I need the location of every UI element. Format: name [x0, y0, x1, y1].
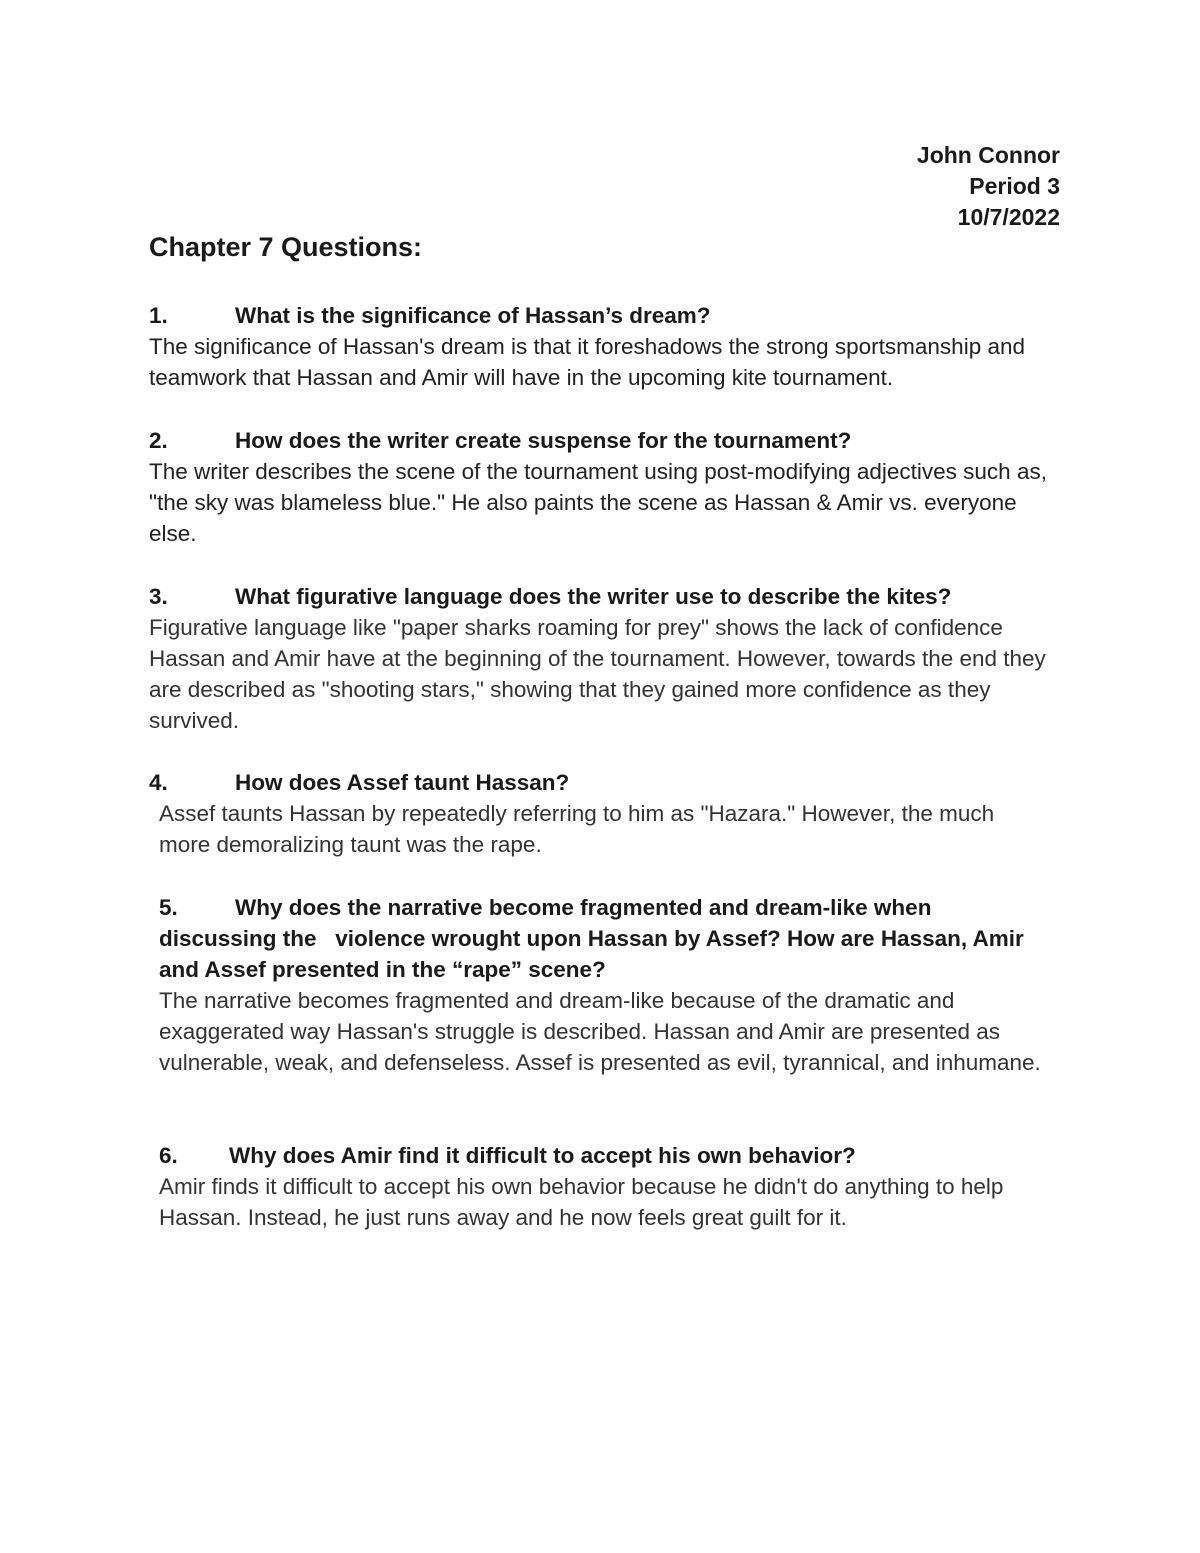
question-block-3 — [149, 581, 1049, 736]
answer-5: The narrative becomes fragmented and dream-like because of the dramatic and exaggerated way Hassan's struggle is described. Hassan and Amir are presented as vulnerable, weak, and defenseless. Assef is presented as evil, tyrannical, and inhumane. — [159, 988, 1041, 1075]
question-number: 3. — [149, 584, 168, 609]
question-1 — [149, 300, 1049, 331]
answer-1: The significance of Hassan's dream is that it foreshadows the strong sportsmanship and teamwork that Hassan and Amir will have in the upcoming kite tournament. — [149, 334, 1025, 390]
question-number: 2. — [149, 428, 168, 453]
question-text: How does the writer create suspense for the tournament? — [235, 428, 852, 453]
answer-4: Assef taunts Hassan by repeatedly referring to him as "Hazara." However, the much more demoralizing taunt was the rape. — [159, 801, 995, 857]
answer-3: Figurative language like "paper sharks roaming for prey" shows the lack of confidence Hassan and Amir have at the beginning of the tournament. However, towards the end they are described as "shooting stars," showing that they gained more confidence as they survived. — [149, 615, 1046, 733]
question-block-4 — [149, 767, 1049, 860]
question-number: 4. — [149, 770, 168, 795]
student-info — [917, 140, 1060, 233]
question-5 — [159, 892, 1049, 985]
question-4 — [149, 767, 1049, 798]
question-text: Why does Amir find it difficult to accept his own behavior? — [229, 1143, 856, 1168]
question-block-2 — [149, 425, 1059, 549]
question-number: 5. — [159, 895, 178, 920]
question-6 — [159, 1140, 1049, 1171]
question-block-6 — [159, 1140, 1049, 1233]
question-text: Why does the narrative become fragmented and dream-like when discussing the violence wrought upon Hassan by Assef? How are Hassan, Amir and Assef presented in the “rape” scene? — [159, 895, 1031, 982]
assignment-date: 10/7/2022 — [957, 204, 1060, 230]
question-text: What figurative language does the writer use to describe the kites? — [235, 584, 952, 609]
question-number: 6. — [159, 1143, 178, 1168]
page-title: Chapter 7 Questions: — [149, 232, 423, 262]
question-block-5 — [159, 892, 1049, 1078]
question-block-1 — [149, 300, 1049, 393]
question-2 — [149, 425, 1059, 456]
question-number: 1. — [149, 303, 168, 328]
question-3 — [149, 581, 1049, 612]
question-text: How does Assef taunt Hassan? — [235, 770, 570, 795]
answer-2: The writer describes the scene of the tournament using post-modifying adjectives such as, "the sky was blameless blue." He also paints the scene as Hassan & Amir vs. everyone else. — [149, 459, 1047, 546]
answer-6: Amir finds it difficult to accept his own behavior because he didn't do anything to help Hassan. Instead, he just runs away and he now feels great guilt for it. — [159, 1174, 1004, 1230]
class-period: Period 3 — [969, 173, 1060, 199]
question-text: What is the significance of Hassan’s dream? — [235, 303, 711, 328]
student-name: John Connor — [916, 142, 1060, 168]
